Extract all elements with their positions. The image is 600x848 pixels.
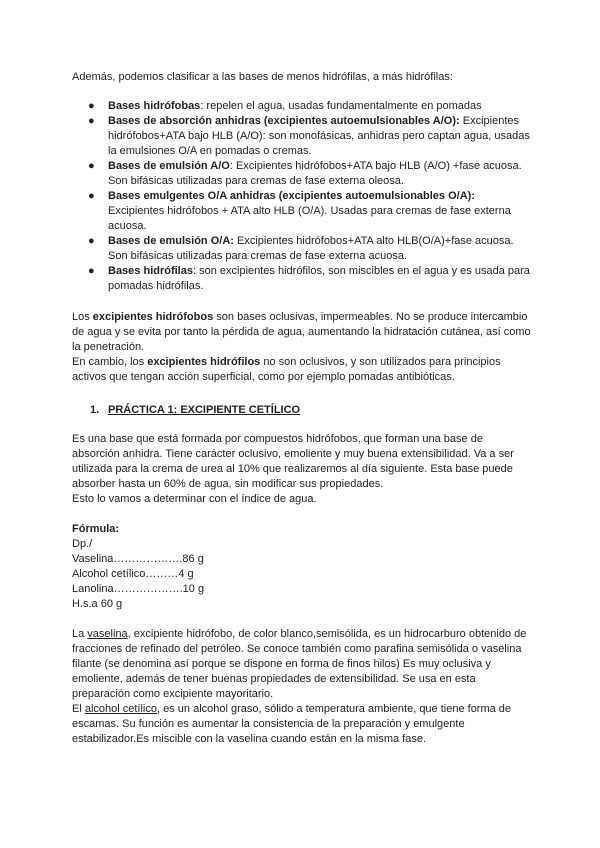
bullet-text: : Excipientes hidrófobos+ATA bajo HLB (A/O) +fase acuosa. Son bifásicas utilizadas para cremas de fase externa oleosa.	[108, 160, 522, 187]
bullet-list	[72, 99, 532, 294]
bullet-item-hidrofilas	[72, 264, 532, 294]
intro-text: Además, podemos clasificar a las bases de menos hidrófilas, a más hidrófilas:	[72, 71, 453, 83]
text-span: son bases oclusivas, impermeables. No se produce intercambio de agua y se evita por tanto la pérdida de agua, aumentando la hidratación cutánea, así como la penetración.	[72, 311, 531, 353]
section-heading	[72, 403, 532, 418]
bold-term: excipientes hidrófobos	[92, 311, 214, 323]
underlined-term: vaselina	[87, 628, 128, 640]
bullet-item-emulgentes-oa	[72, 189, 532, 234]
bullet-text: Excipientes hidrófobos + ATA alto HLB (O/A). Usadas para cremas de fase externa acuosa.	[108, 205, 511, 232]
text-span: no son oclusivos, y son utilizados para principios activos que tengan acción superficial, como por ejemplo pomadas antibióticas.	[72, 356, 501, 383]
bullet-item-emulsion-ao	[72, 159, 532, 189]
formula-line: Vaselina……………….86 g	[72, 553, 204, 565]
bullet-dot: ●	[88, 235, 95, 247]
formula-block	[72, 522, 532, 612]
bullet-term: Bases emulgentes O/A anhidras (excipientes autoemulsionables O/A):	[108, 190, 475, 202]
bullet-term: Bases de emulsión O/A:	[108, 235, 234, 247]
text-span: En cambio, los	[72, 356, 148, 368]
formula-line: Lanolina……………….10 g	[72, 583, 205, 595]
text-span: , excipiente hidrófobo, de color blanco,semisólida, es un hidrocarburo obtenido de fracciones de refinado del petróleo. Se conoce también como parafina semisólida o vaselina filante (se denomina así porque se dispone en forma de finos hilos) Es muy oclusiva y emoliente, además de tener buenas propiedades de extensibilidad. Se usa en esta preparación como excipiente mayoritario.	[72, 628, 527, 700]
bullet-text: Excipientes hidrófobos+ATA bajo HLB (A/O): son monofásicas, anhidras pero captan agua, usadas la emulsiones O/A en pomadas o cremas.	[108, 115, 530, 157]
heading-number: 1.	[90, 404, 100, 416]
heading-title: PRÁCTICA 1: EXCIPIENTE CETÍLICO	[108, 404, 301, 416]
text-span: El	[72, 703, 85, 715]
bullet-item-emulsion-oa	[72, 234, 532, 264]
practica-note: Esto lo vamos a determinar con el índice de agua.	[72, 493, 317, 505]
bullet-item-absorcion	[72, 114, 532, 159]
alcohol-paragraph	[72, 702, 532, 747]
bullet-dot: ●	[88, 100, 95, 112]
document-content	[72, 70, 532, 747]
formula-line: Alcohol cetílico………4 g	[72, 568, 194, 580]
bullet-term: Bases de emulsión A/O	[108, 160, 230, 172]
formula-title: Fórmula:	[72, 523, 120, 535]
bullet-dot: ●	[88, 115, 95, 127]
formula-line: H.s.a 60 g	[72, 598, 123, 610]
formula-line: Dp./	[72, 538, 93, 550]
text-span: Los	[72, 311, 93, 323]
bullet-dot: ●	[88, 160, 95, 172]
underlined-term: alcohol cetílico	[84, 703, 157, 715]
paragraph-hidrofobos	[72, 310, 532, 355]
bold-term: excipientes hidrófilos	[147, 356, 261, 368]
text-span: La	[72, 628, 88, 640]
bullet-term: Bases hidrófobas	[108, 100, 201, 112]
bullet-text: : repelen el agua, usadas fundamentalmente en pomadas	[200, 100, 482, 112]
bullet-term: Bases hidrófilas	[108, 265, 193, 277]
bullet-item-hidrofobas	[72, 99, 532, 114]
text-span: , es un alcohol graso, sólido a temperatura ambiente, que tiene forma de escamas. Su función es aumentar la consistencia de la preparación y emulgente estabilizador.Es miscible con la vaselina cuando están en la misma fase.	[72, 703, 512, 745]
practica-paragraph: Es una base que está formada por compuestos hidrófobos, que forman una base de absorción anhidra. Tiene carácter oclusivo, emoliente y muy buena extensibilidad. Va a ser utilizada para la crema de urea al 10% que realizaremos al día siguiente. Esta base puede absorber hasta un 60% de agua, sin modificar sus propiedades.	[72, 433, 514, 490]
bullet-dot: ●	[88, 265, 95, 277]
vaselina-paragraph	[72, 627, 532, 702]
bullet-text: Excipientes hidrófobos+ATA alto HLB(O/A)+fase acuosa. Son bifásicas utilizadas para cremas de fase externa acuosa.	[108, 235, 514, 262]
paragraph-hidrofilos	[72, 355, 532, 385]
bullet-dot: ●	[88, 190, 95, 202]
bullet-term: Bases de absorción anhidras (excipientes autoemulsionables A/O):	[108, 115, 460, 127]
bullet-text: : son excipientes hidrófilos, son miscibles en el agua y es usada para pomadas hidrófilas.	[108, 265, 530, 292]
